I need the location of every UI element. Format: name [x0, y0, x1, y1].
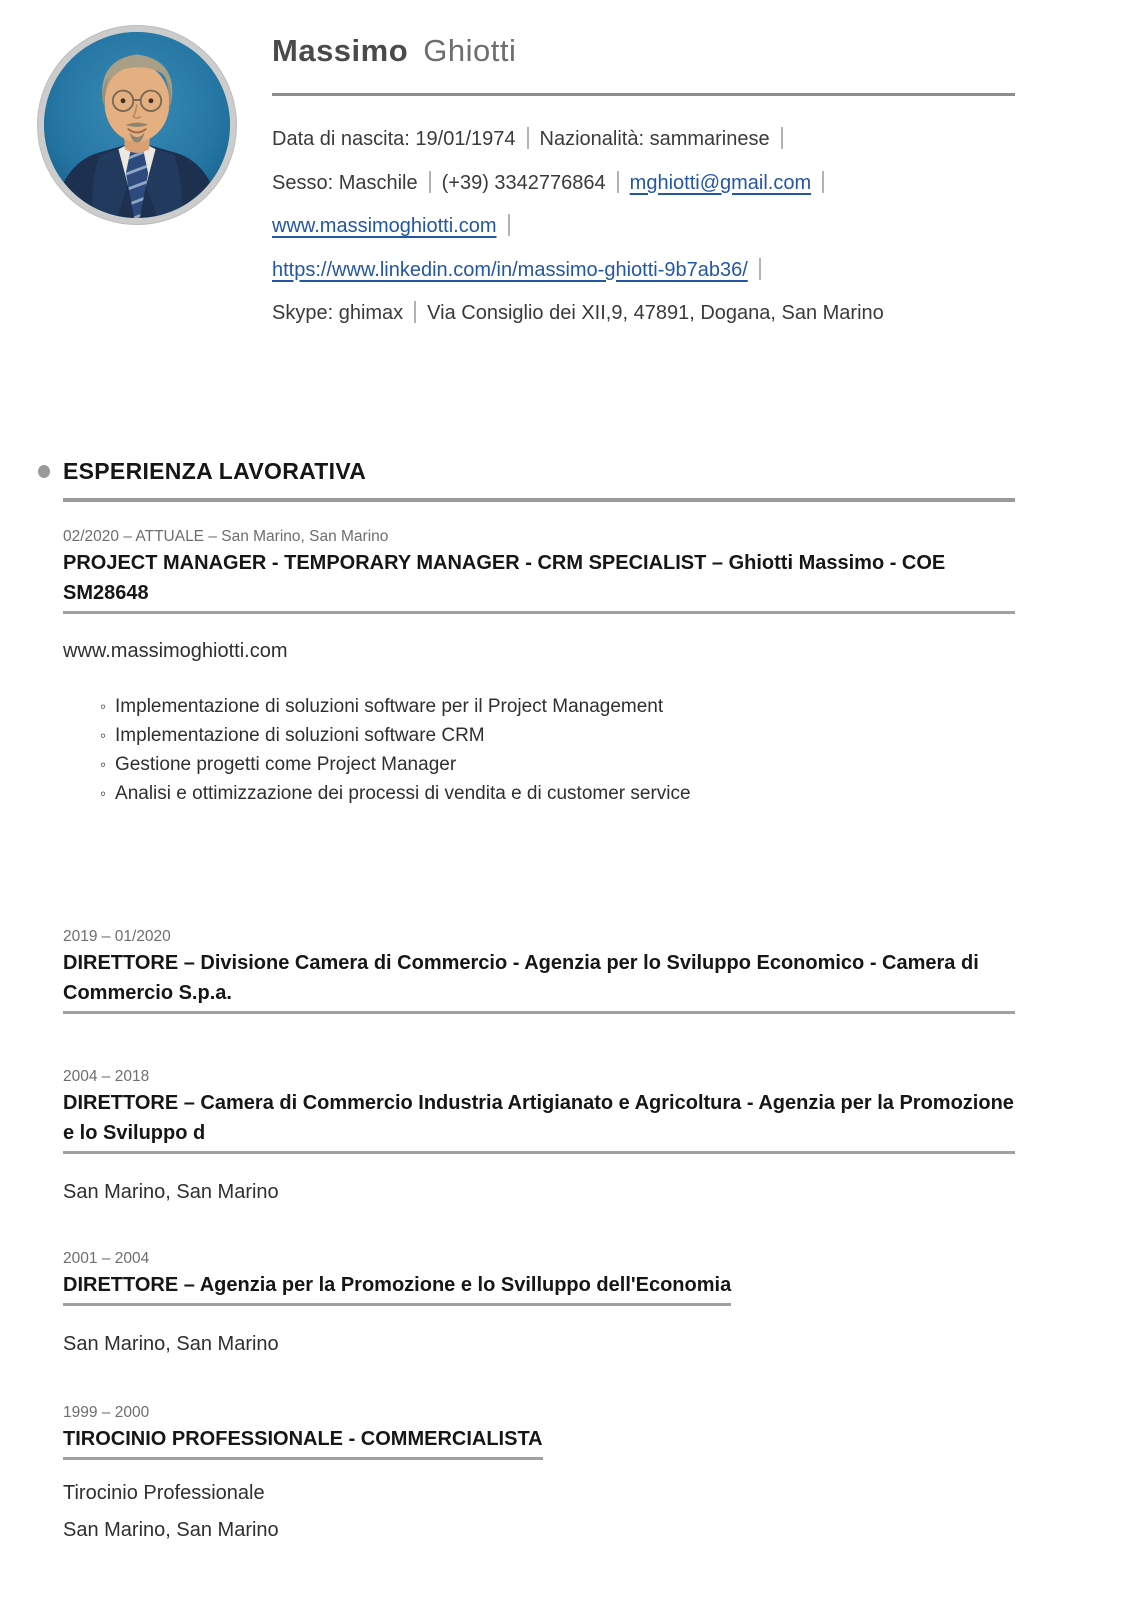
job-subtitle: Tirocinio Professionale	[63, 1481, 265, 1504]
job-entry-3	[63, 1067, 1015, 1205]
job-date: 2001 – 2004	[63, 1249, 150, 1267]
job-location: San Marino, San Marino	[63, 1180, 279, 1203]
profile-photo	[38, 26, 236, 224]
section-bullet-icon	[38, 465, 50, 478]
job-location: San Marino, San Marino	[63, 1518, 279, 1541]
job-date: 02/2020 – ATTUALE – San Marino, San Marino	[63, 527, 389, 545]
job-duty: ◦ Implementazione di soluzioni software CRM	[100, 721, 1015, 750]
last-name: Ghiotti	[423, 33, 517, 68]
contact-line-3	[272, 213, 1015, 239]
address: Via Consiglio dei XII,9, 47891, Dogana, San Marino	[427, 302, 884, 324]
job-title: TIROCINIO PROFESSIONALE - COMMERCIALISTA	[63, 1424, 543, 1460]
job-date: 2019 – 01/2020	[63, 927, 171, 945]
job-title: DIRETTORE – Divisione Camera di Commercio - Agenzia per lo Sviluppo Economico - Camera di Commercio S.p.a.	[63, 948, 1015, 1014]
sex: Sesso: Maschile	[272, 171, 418, 194]
birth-date: Data di nascita: 19/01/1974	[272, 128, 516, 150]
job-website: www.massimoghiotti.com	[63, 639, 288, 662]
job-duty: ◦ Analisi e ottimizzazione dei processi di vendita e di customer service	[100, 779, 1015, 808]
separator	[429, 171, 431, 193]
job-date: 1999 – 2000	[63, 1403, 150, 1421]
job-duty: ◦ Gestione progetti come Project Manager	[100, 750, 1015, 779]
job-entry-1	[63, 527, 1015, 808]
cv-header	[0, 0, 1132, 344]
separator	[781, 127, 783, 149]
contact-line-1	[272, 126, 1015, 152]
contact-line-4	[272, 257, 1015, 283]
header-divider	[272, 93, 1015, 96]
page-title	[272, 32, 1015, 70]
header-text-block	[272, 26, 1015, 344]
skype-id: Skype: ghimax	[272, 302, 404, 324]
job-location: San Marino, San Marino	[63, 1332, 279, 1355]
contact-line-2	[272, 170, 1015, 196]
job-entry-2	[63, 927, 1015, 1014]
first-name: Massimo	[272, 33, 409, 68]
separator	[617, 171, 619, 193]
job-duties-list	[63, 692, 1015, 808]
separator	[508, 214, 510, 236]
linkedin-link[interactable]: https://www.linkedin.com/in/massimo-ghiotti-9b7ab36/	[272, 258, 748, 281]
profile-photo-illustration	[44, 32, 230, 218]
contact-line-5	[272, 300, 1015, 326]
job-date: 2004 – 2018	[63, 1067, 150, 1085]
website-link[interactable]: www.massimoghiotti.com	[272, 215, 497, 237]
contact-block	[272, 126, 1015, 326]
phone-number: (+39) 3342776864	[441, 171, 606, 194]
nationality: Nazionalità: sammarinese	[539, 128, 770, 150]
separator	[759, 258, 761, 280]
job-entry-5	[63, 1403, 1015, 1543]
job-title: DIRETTORE – Camera di Commercio Industria Artigianato e Agricoltura - Agenzia per la Promozione e lo Sviluppo d	[63, 1088, 1015, 1154]
separator	[414, 301, 416, 323]
job-title: DIRETTORE – Agenzia per la Promozione e lo Svilluppo dell'Economia	[63, 1270, 731, 1306]
job-title: PROJECT MANAGER - TEMPORARY MANAGER - CRM SPECIALIST – Ghiotti Massimo - COE SM28648	[63, 548, 1015, 614]
email-link[interactable]: mghiotti@gmail.com	[629, 171, 812, 194]
separator	[527, 127, 529, 149]
section-heading: ESPERIENZA LAVORATIVA	[63, 457, 367, 484]
job-entry-4	[63, 1249, 1015, 1357]
experience-section	[0, 457, 1132, 1543]
section-divider	[63, 498, 1015, 502]
separator	[822, 171, 824, 193]
job-duty: ◦ Implementazione di soluzioni software per il Project Management	[100, 692, 1015, 721]
